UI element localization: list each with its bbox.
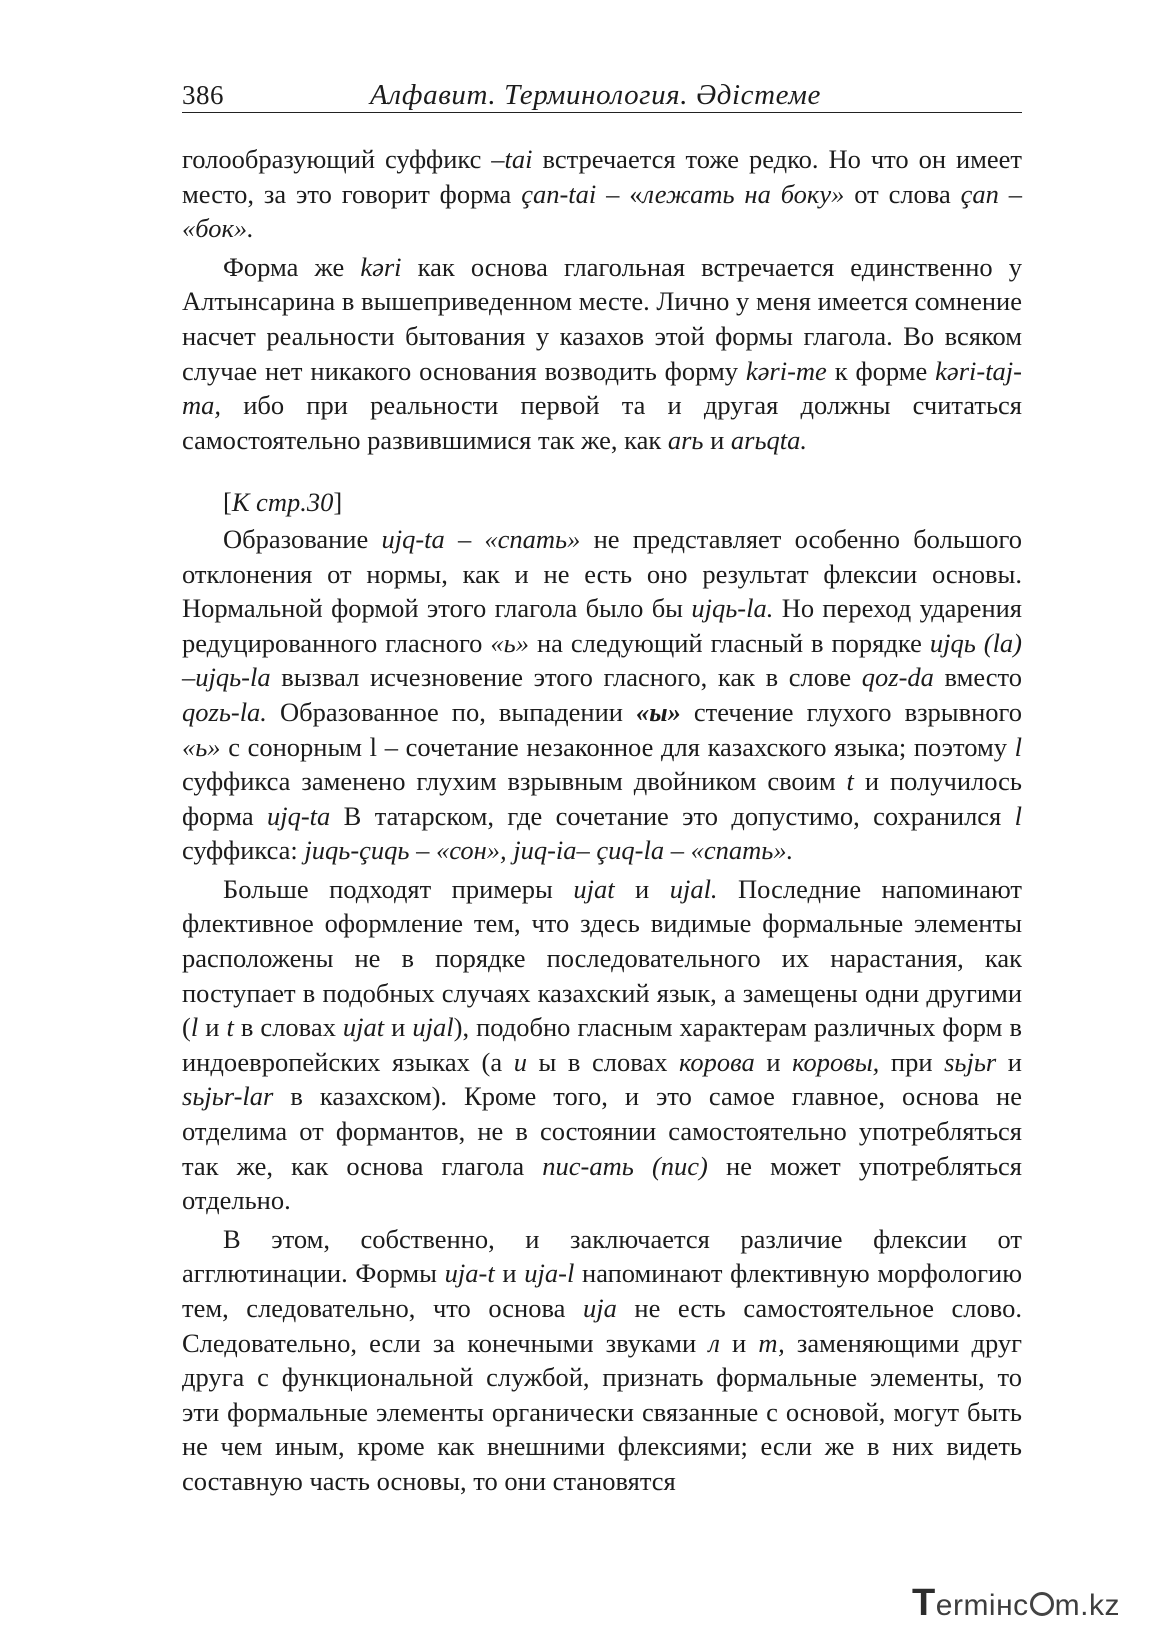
italic-term: sьjьr-lar [182,1081,274,1112]
italic-term: К стр.30 [231,487,334,518]
italic-term: «ь» [182,731,221,762]
italic-term: arьqta. [730,424,808,455]
italic-term: «ы» [635,696,681,727]
italic-term: ujq-ta [267,800,331,831]
italic-term: «спать». [690,835,794,866]
italic-term: tai [504,144,533,174]
paragraph-3: Образование ujq-ta – «спать» не представляет особенно большого отклонения от нормы, как и не есть оно результат флексии основы. Нормальной формой этого глагола было бы ujqь-la. Но переход ударения редуцированного гласного «ь» на следующий гласный в порядке ujqь (la) –ujqь-la вызвал исчезновение этого гласного, как в слове qoz-da вместо qozь-la. Образованное по, выпадении «ы» стечение глухого взрывного «ь» с сонорным l – сочетание незаконное для казахского языка; поэтому l суффикса заменено глухим взрывным двойником своим t и получилось форма ujq-ta В татарском, где сочетание это допустимо, сохранился l суффикса: juqь-çuqь – «сон», juq-ia– çuq-la – «спать». [182,523,1023,866]
italic-term: sьjьr [944,1046,997,1077]
watermark-o-ring-icon [1030,1592,1054,1616]
italic-term: uja [582,1293,617,1323]
italic-term: пис-ать (пис) [542,1150,708,1181]
watermark-text-1: ermінc [935,1589,1029,1622]
paragraph-5: В этом, собственно, и заключается различие флексии от агглютинации. Формы uja-t и uja-l напоминают флективную морфологию тем, следовательно, что основа uja не есть самостоятельное слово. Следовательно, если за конечными звуками л и т, заменяющими друг друга с функциональной службой, признать формальные элементы, то эти формальные элементы органически связанные с основой, могут быть не чем иным, кроме как внешними флексиями; если же в них видеть составную часть основы, то они становятся [182,1223,1023,1496]
italic-term: ujat [573,873,615,904]
italic-term: kəri-me [745,355,827,386]
body-text [182,142,1022,1499]
italic-term: «сон», juq-ia– çuq-la [436,835,665,866]
italic-term: ujq-ta [381,523,445,554]
italic-term: l [1014,800,1022,831]
italic-term: л [708,1327,720,1358]
watermark-text-2: m.kz [1054,1589,1120,1622]
italic-term: «ь» [490,627,529,658]
page-number: 386 [182,80,224,110]
italic-term: ujqь (la) –ujqь-la [182,627,1023,693]
italic-term: ujal. [669,873,718,904]
italic-term: qoz-da [861,662,934,693]
italic-term: ujqь-la. [691,593,774,624]
italic-term: uja-l [524,1258,575,1289]
italic-term: kəri [360,251,402,282]
watermark-initial: T [912,1582,936,1624]
italic-term: çan-tai [521,178,597,209]
paragraph-1: голообразующий суффикс –tai встречается тоже редко. Но что он имеет место, за это говорит форма çan-tai – «лежать на боку» от слова çan – «бок». [182,144,1023,244]
section-marker: [К стр.30] [223,487,343,518]
italic-term: и [513,1046,527,1077]
italic-term: корова [679,1046,755,1077]
italic-term: l [1014,731,1022,762]
italic-term: t [846,766,854,797]
italic-term: «спать» [484,523,581,554]
italic-term: juqь-çuqь [304,835,410,866]
paragraph-2: Форма же kəri как основа глагольная встречается единственно у Алтынсарина в вышеприведенном месте. Лично у меня имеется сомнение насчет реальности бытования у казахов этой формы глагола. Во всяком случае нет никакого основания возводить форму kəri-me к форме kəri-taj-ma, ибо при реальности первой та и другая должны считаться самостоятельно развившимися так же, как arь и arьqta. [182,251,1022,455]
page-header [182,78,1022,113]
italic-term: uja-t [444,1258,495,1289]
italic-term: qozь-la. [182,696,267,727]
italic-term: kəri-taj-ma, [182,355,1022,421]
paragraph-4: Больше подходят примеры ujat и ujal. Последние напоминают флективное оформление тем, что здесь видимые формальные элементы расположены не в порядке последовательного их нарастания, как поступает в подобных случаях казахский язык, а замещены одни другими (l и t в словах ujat и ujal), подобно гласным характерам различных форм в индоевропейских языках (а и ы в словах корова и коровы, при sьjьr и sьjьr-lar в казахском). Кроме того, и это самое главное, основа не отделима от формантов, не в состоянии самостоятельно употребляться так же, как основа глагола пис-ать (пис) не может употребляться отдельно. [182,873,1022,1216]
site-watermark-logo [912,1582,1120,1625]
italic-term: t [226,1012,234,1043]
italic-term: коровы, [792,1046,880,1077]
italic-term: l [190,1012,199,1043]
italic-term: лежать на боку» [642,178,845,209]
italic-term: çan – «бок». [182,178,1022,244]
italic-term: т, [758,1327,785,1358]
italic-term: ujat [342,1012,385,1043]
italic-term: arь [667,424,704,455]
running-title: Алфавит. Терминология. Әдістеме [370,79,821,111]
italic-term: ujal [412,1012,454,1043]
